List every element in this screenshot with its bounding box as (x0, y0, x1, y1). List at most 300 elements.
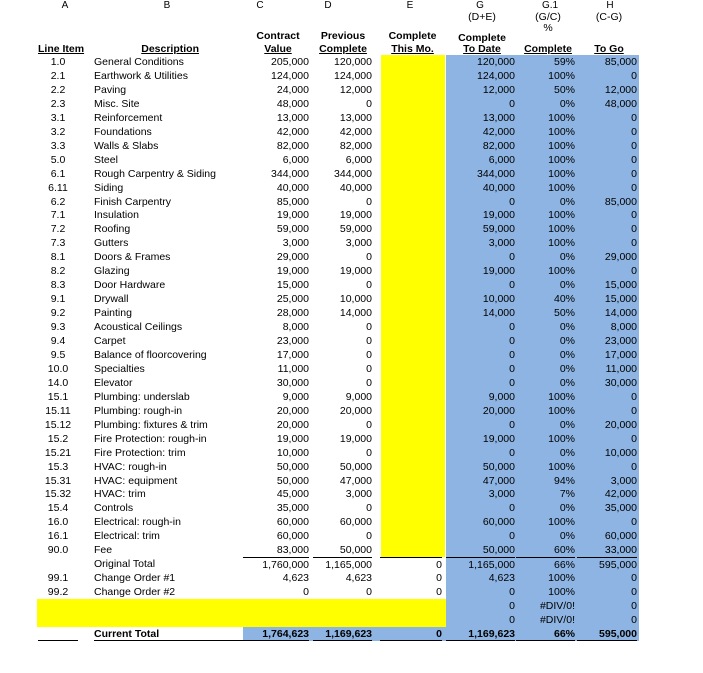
cell-desc[interactable]: HVAC: equipment (94, 474, 178, 487)
cell-this_mo[interactable] (380, 529, 442, 543)
cell-desc[interactable]: Balance of floorcovering (94, 348, 207, 361)
cell-previous[interactable]: 0 (366, 195, 372, 208)
cell-item[interactable]: 7.3 (50, 237, 66, 250)
cell-this_mo[interactable] (380, 208, 442, 222)
cell-to_go[interactable]: 0 (631, 167, 637, 180)
cell-to_go[interactable]: 0 (631, 404, 637, 417)
col-letter-c[interactable]: C (256, 0, 264, 11)
cell-previous[interactable]: 14,000 (339, 307, 372, 320)
cell-previous[interactable]: 19,000 (339, 265, 372, 278)
cell-previous[interactable]: 0 (366, 279, 372, 292)
cell-contract[interactable]: 0 (303, 586, 309, 599)
cell-item[interactable]: 15.12 (44, 418, 72, 431)
cell-to_go[interactable]: 48,000 (604, 97, 637, 110)
cell-pct[interactable]: 0% (559, 376, 575, 389)
col-letter-e[interactable]: E (406, 0, 414, 11)
cell-item[interactable]: 9.1 (50, 293, 66, 306)
cell-item[interactable] (38, 599, 78, 613)
cell-to_go[interactable]: 0 (631, 209, 637, 222)
cell-item[interactable]: 3.2 (50, 125, 66, 138)
cell-item[interactable]: 16.0 (47, 516, 69, 529)
cell-this_mo[interactable] (380, 320, 442, 334)
cell-this_mo[interactable] (380, 404, 442, 418)
cell-to_go[interactable]: 0 (631, 586, 637, 599)
cell-to_date[interactable]: 120,000 (477, 56, 515, 68)
cell-desc[interactable]: Change Order #2 (94, 586, 176, 599)
cell-this_mo[interactable] (380, 222, 442, 236)
cell-to_date[interactable]: 0 (509, 418, 515, 431)
cell-pct[interactable]: 50% (553, 83, 575, 96)
cell-pct[interactable]: 0% (559, 279, 575, 292)
cell-this_mo[interactable] (380, 460, 442, 474)
cell-contract[interactable]: 1,764,623 (243, 627, 309, 641)
cell-desc[interactable]: Elevator (94, 376, 133, 389)
cell-previous[interactable]: 0 (366, 418, 372, 431)
cell-to_go[interactable]: 0 (631, 390, 637, 403)
cell-this_mo[interactable] (380, 181, 442, 195)
cell-to_date[interactable]: 0 (509, 376, 515, 389)
cell-this_mo[interactable] (380, 236, 442, 250)
cell-desc[interactable]: Steel (94, 153, 118, 166)
cell-pct[interactable]: 100% (548, 111, 575, 124)
cell-contract[interactable]: 20,000 (276, 404, 309, 417)
cell-pct[interactable]: 100% (548, 139, 575, 152)
cell-to_date[interactable]: 20,000 (482, 404, 515, 417)
cell-to_go[interactable]: 33,000 (604, 544, 637, 557)
cell-to_go[interactable]: 0 (631, 265, 637, 278)
cell-previous[interactable]: 47,000 (339, 474, 372, 487)
cell-pct[interactable]: 0% (559, 335, 575, 347)
cell-previous[interactable]: 0 (366, 335, 372, 347)
cell-pct[interactable]: 40% (553, 293, 575, 306)
cell-this_mo[interactable]: 0 (380, 627, 442, 641)
cell-item[interactable]: 7.1 (50, 209, 66, 222)
cell-to_go[interactable]: 8,000 (610, 321, 637, 334)
cell-to_go[interactable]: 0 (631, 432, 637, 445)
cell-this_mo[interactable] (380, 334, 442, 348)
cell-pct[interactable]: 100% (548, 181, 575, 194)
cell-previous[interactable]: 0 (366, 376, 372, 389)
cell-to_go[interactable]: 10,000 (604, 446, 637, 459)
cell-this_mo[interactable] (380, 69, 442, 83)
cell-this_mo[interactable] (380, 543, 442, 557)
cell-item[interactable]: 15.2 (47, 432, 69, 445)
cell-desc[interactable]: Drywall (94, 293, 129, 306)
cell-contract[interactable]: 19,000 (276, 265, 309, 278)
cell-desc[interactable]: Misc. Site (94, 97, 140, 110)
cell-this_mo[interactable] (380, 97, 442, 111)
cell-previous[interactable]: 3,000 (345, 237, 372, 250)
cell-item[interactable]: 1.0 (50, 56, 66, 68)
cell-to_date[interactable]: 344,000 (477, 167, 515, 180)
cell-to_date[interactable]: 50,000 (482, 544, 515, 557)
cell-item[interactable]: 15.11 (45, 404, 71, 417)
cell-previous[interactable]: 120,000 (334, 56, 372, 68)
col-letter-g1[interactable]: G.1 (541, 0, 559, 11)
cell-to_go[interactable]: 60,000 (604, 530, 637, 543)
cell-contract[interactable]: 11,000 (277, 362, 309, 375)
cell-pct[interactable]: 100% (548, 460, 575, 473)
cell-desc[interactable]: Door Hardware (94, 279, 166, 292)
cell-to_date[interactable]: 0 (509, 279, 515, 292)
cell-pct[interactable]: 0% (559, 195, 575, 208)
cell-to_date[interactable]: 19,000 (482, 265, 515, 278)
cell-pct[interactable]: 50% (553, 307, 575, 320)
cell-item[interactable]: 2.2 (50, 83, 66, 96)
col-letter-d[interactable]: D (324, 0, 332, 11)
cell-this_mo[interactable] (380, 125, 442, 139)
cell-desc[interactable]: Reinforcement (94, 111, 163, 124)
cell-contract[interactable]: 83,000 (276, 544, 309, 557)
cell-pct[interactable]: 0% (559, 348, 575, 361)
cell-this_mo[interactable] (380, 613, 442, 627)
cell-this_mo[interactable] (380, 195, 442, 209)
cell-contract[interactable]: 35,000 (276, 502, 309, 515)
cell-to_date[interactable]: 12,000 (482, 83, 515, 96)
cell-previous[interactable]: 42,000 (339, 125, 372, 138)
cell-to_date[interactable]: 3,000 (488, 488, 515, 501)
cell-item[interactable]: 15.4 (47, 502, 69, 515)
cell-this_mo[interactable] (380, 83, 442, 97)
cell-item[interactable] (38, 557, 78, 571)
cell-to_date[interactable]: 0 (509, 614, 515, 626)
col-letter-h[interactable]: H (606, 0, 614, 11)
cell-desc[interactable]: Gutters (94, 237, 129, 250)
cell-this_mo[interactable] (380, 167, 442, 181)
cell-this_mo[interactable] (380, 362, 442, 376)
cell-contract[interactable]: 60,000 (276, 530, 309, 543)
cell-previous[interactable]: 50,000 (339, 460, 372, 473)
cell-desc[interactable]: Insulation (94, 209, 139, 222)
cell-to_go[interactable]: 35,000 (604, 502, 637, 515)
cell-pct[interactable]: 100% (548, 223, 575, 236)
cell-to_date[interactable]: 50,000 (482, 460, 515, 473)
cell-to_go[interactable]: 23,000 (604, 335, 637, 347)
cell-to_date[interactable]: 42,000 (482, 125, 515, 138)
cell-this_mo[interactable] (380, 348, 442, 362)
cell-to_go[interactable]: 85,000 (604, 195, 637, 208)
cell-desc[interactable]: HVAC: rough-in (94, 460, 167, 473)
cell-pct[interactable]: 100% (548, 69, 575, 82)
cell-this_mo[interactable] (380, 446, 442, 460)
cell-to_go[interactable]: 595,000 (577, 557, 637, 571)
cell-previous[interactable]: 19,000 (339, 432, 372, 445)
cell-desc[interactable]: Fire Protection: trim (94, 446, 186, 459)
cell-desc[interactable]: Specialties (94, 362, 145, 375)
cell-desc[interactable]: Painting (94, 307, 132, 320)
cell-item[interactable]: 99.2 (47, 586, 69, 599)
cell-previous[interactable]: 13,000 (339, 111, 372, 124)
cell-to_date[interactable]: 0 (509, 195, 515, 208)
cell-desc[interactable] (94, 599, 244, 613)
cell-pct[interactable]: 100% (548, 153, 575, 166)
cell-desc[interactable]: Electrical: trim (94, 530, 160, 543)
cell-previous[interactable]: 0 (366, 321, 372, 334)
cell-desc[interactable]: Fire Protection: rough-in (94, 432, 207, 445)
cell-previous[interactable]: 344,000 (334, 167, 372, 180)
cell-desc[interactable]: Electrical: rough-in (94, 516, 181, 529)
cell-contract[interactable]: 42,000 (276, 125, 309, 138)
cell-this_mo[interactable] (380, 515, 442, 529)
cell-previous[interactable]: 0 (366, 530, 372, 543)
cell-item[interactable]: 15.21 (44, 446, 72, 459)
cell-item[interactable]: 6.1 (50, 167, 66, 180)
cell-this_mo[interactable]: 0 (436, 572, 442, 585)
cell-pct[interactable]: 94% (553, 474, 575, 487)
cell-item[interactable]: 9.4 (50, 335, 66, 347)
cell-previous[interactable]: 3,000 (345, 488, 372, 501)
cell-contract[interactable]: 45,000 (276, 488, 309, 501)
cell-pct[interactable]: 100% (548, 209, 575, 222)
cell-to_go[interactable]: 0 (631, 600, 637, 613)
cell-this_mo[interactable] (380, 432, 442, 446)
cell-desc[interactable]: Earthwork & Utilities (94, 69, 188, 82)
cell-contract[interactable]: 50,000 (276, 460, 309, 473)
cell-desc[interactable]: Rough Carpentry & Siding (94, 167, 216, 180)
cell-desc[interactable] (94, 613, 244, 627)
cell-desc[interactable]: Doors & Frames (94, 251, 171, 264)
cell-to_date[interactable]: 124,000 (477, 69, 515, 82)
cell-to_date[interactable]: 60,000 (482, 516, 515, 529)
cell-contract[interactable]: 40,000 (276, 181, 309, 194)
cell-to_go[interactable]: 0 (631, 153, 637, 166)
cell-this_mo[interactable]: 0 (436, 586, 442, 599)
cell-to_date[interactable]: 1,165,000 (446, 557, 515, 571)
cell-desc[interactable]: Original Total (94, 558, 156, 571)
cell-to_go[interactable]: 0 (631, 111, 637, 124)
cell-this_mo[interactable] (380, 278, 442, 292)
cell-item[interactable]: 5.0 (50, 153, 66, 166)
cell-pct[interactable]: 0% (559, 446, 575, 459)
cell-previous[interactable]: 12,000 (339, 83, 372, 96)
cell-item[interactable]: 6.2 (50, 195, 66, 208)
cell-contract[interactable]: 30,000 (276, 376, 309, 389)
cell-desc[interactable]: Change Order #1 (94, 572, 176, 585)
cell-this_mo[interactable] (380, 599, 442, 613)
cell-to_go[interactable]: 0 (631, 460, 637, 473)
cell-previous[interactable]: 60,000 (339, 516, 372, 529)
cell-to_go[interactable]: 15,000 (604, 293, 637, 306)
cell-pct[interactable]: 100% (548, 167, 575, 180)
cell-desc[interactable]: Carpet (94, 335, 126, 347)
cell-pct[interactable]: 59% (553, 56, 575, 68)
cell-pct[interactable]: 0% (559, 362, 575, 375)
cell-pct[interactable]: #DIV/0! (539, 614, 575, 626)
cell-desc[interactable]: Fee (94, 544, 113, 557)
cell-to_go[interactable]: 12,000 (604, 83, 637, 96)
cell-pct[interactable]: 100% (548, 237, 575, 250)
cell-item[interactable]: 15.32 (44, 488, 72, 501)
cell-contract[interactable]: 9,000 (282, 390, 309, 403)
cell-contract[interactable]: 15,000 (276, 279, 309, 292)
cell-item[interactable]: 3.1 (50, 111, 66, 124)
cell-to_go[interactable]: 30,000 (604, 376, 637, 389)
cell-item[interactable]: 15.1 (47, 390, 69, 403)
cell-contract[interactable]: 344,000 (271, 167, 309, 180)
cell-item[interactable]: 15.31 (44, 474, 72, 487)
col-letter-b[interactable]: B (163, 0, 171, 11)
cell-to_go[interactable]: 20,000 (604, 418, 637, 431)
cell-item[interactable]: 8.2 (50, 265, 66, 278)
cell-contract[interactable] (243, 613, 309, 627)
cell-desc[interactable]: Finish Carpentry (94, 195, 172, 208)
cell-to_date[interactable]: 0 (509, 321, 515, 334)
cell-to_date[interactable]: 19,000 (482, 209, 515, 222)
cell-contract[interactable]: 17,000 (276, 348, 309, 361)
cell-this_mo[interactable] (380, 418, 442, 432)
cell-desc[interactable]: Paving (94, 83, 127, 96)
cell-desc[interactable]: Plumbing: fixtures & trim (94, 418, 208, 431)
cell-previous[interactable]: 59,000 (339, 223, 372, 236)
cell-previous[interactable]: 1,165,000 (313, 557, 372, 571)
cell-desc[interactable]: Plumbing: underslab (94, 390, 190, 403)
cell-contract[interactable]: 19,000 (276, 209, 309, 222)
cell-pct[interactable]: 100% (548, 586, 575, 599)
cell-desc[interactable]: Current Total (94, 627, 244, 641)
cell-contract[interactable]: 3,000 (282, 237, 309, 250)
cell-previous[interactable]: 20,000 (339, 404, 372, 417)
cell-previous[interactable]: 0 (366, 97, 372, 110)
cell-item[interactable]: 6.11 (48, 181, 68, 194)
cell-desc[interactable]: HVAC: trim (94, 488, 146, 501)
cell-desc[interactable]: Glazing (94, 265, 130, 278)
cell-to_date[interactable]: 40,000 (482, 181, 515, 194)
cell-to_date[interactable]: 13,000 (482, 111, 515, 124)
cell-to_date[interactable]: 59,000 (482, 223, 515, 236)
cell-item[interactable]: 15.3 (47, 460, 69, 473)
cell-contract[interactable]: 205,000 (271, 56, 309, 68)
cell-previous[interactable] (313, 599, 372, 613)
cell-desc[interactable]: Siding (94, 181, 124, 194)
col-letter-g[interactable]: G (476, 0, 484, 11)
cell-pct[interactable]: 100% (548, 390, 575, 403)
cell-pct[interactable]: 0% (559, 251, 575, 264)
cell-item[interactable]: 7.2 (50, 223, 66, 236)
cell-to_go[interactable]: 17,000 (604, 348, 637, 361)
cell-previous[interactable]: 0 (366, 251, 372, 264)
cell-to_date[interactable]: 9,000 (488, 390, 515, 403)
cell-contract[interactable]: 20,000 (276, 418, 309, 431)
cell-to_date[interactable]: 3,000 (488, 237, 515, 250)
cell-previous[interactable]: 0 (366, 348, 372, 361)
cell-this_mo[interactable] (380, 487, 442, 501)
cell-pct[interactable]: 7% (559, 488, 575, 501)
cell-previous[interactable]: 40,000 (339, 181, 372, 194)
cell-contract[interactable]: 50,000 (276, 474, 309, 487)
cell-contract[interactable]: 8,000 (282, 321, 309, 334)
cell-pct[interactable]: 66% (516, 627, 575, 641)
cell-to_date[interactable]: 0 (509, 502, 515, 515)
cell-previous[interactable]: 4,623 (345, 572, 372, 585)
cell-pct[interactable]: 0% (559, 321, 575, 334)
cell-previous[interactable]: 10,000 (339, 293, 372, 306)
cell-to_go[interactable]: 0 (631, 69, 637, 82)
cell-previous[interactable]: 82,000 (339, 139, 372, 152)
cell-desc[interactable]: Roofing (94, 223, 131, 236)
cell-this_mo[interactable] (380, 55, 442, 69)
cell-pct[interactable]: 100% (548, 404, 575, 417)
cell-previous[interactable]: 0 (366, 502, 372, 515)
cell-previous[interactable]: 50,000 (339, 544, 372, 557)
cell-this_mo[interactable] (380, 501, 442, 515)
cell-desc[interactable]: Controls (94, 502, 134, 515)
cell-to_date[interactable]: 4,623 (488, 572, 515, 585)
cell-pct[interactable]: 100% (548, 265, 575, 278)
cell-pct[interactable]: 100% (548, 516, 575, 529)
cell-item[interactable]: 9.2 (50, 307, 66, 320)
cell-this_mo[interactable] (380, 390, 442, 404)
cell-to_date[interactable]: 82,000 (482, 139, 515, 152)
cell-to_date[interactable]: 0 (509, 530, 515, 543)
cell-contract[interactable]: 6,000 (282, 153, 309, 166)
cell-to_date[interactable]: 0 (509, 335, 515, 347)
cell-item[interactable]: 2.1 (50, 69, 66, 82)
cell-item[interactable]: 16.1 (47, 530, 69, 543)
cell-to_date[interactable]: 0 (509, 251, 515, 264)
cell-to_go[interactable]: 3,000 (610, 474, 637, 487)
cell-to_go[interactable]: 0 (631, 237, 637, 250)
cell-previous[interactable]: 9,000 (345, 390, 372, 403)
cell-item[interactable]: 99.1 (47, 572, 69, 585)
cell-contract[interactable]: 4,623 (282, 572, 309, 585)
cell-to_go[interactable]: 0 (631, 125, 637, 138)
cell-this_mo[interactable] (380, 111, 442, 125)
cell-pct[interactable]: 0% (559, 97, 575, 110)
cell-to_date[interactable]: 0 (509, 348, 515, 361)
cell-this_mo[interactable] (380, 292, 442, 306)
cell-this_mo[interactable] (380, 474, 442, 488)
cell-to_go[interactable]: 0 (631, 181, 637, 194)
cell-desc[interactable]: General Conditions (94, 56, 184, 68)
cell-pct[interactable]: 100% (548, 125, 575, 138)
cell-desc[interactable]: Plumbing: rough-in (94, 404, 183, 417)
cell-to_go[interactable]: 0 (631, 516, 637, 529)
cell-contract[interactable]: 10,000 (276, 446, 309, 459)
cell-contract[interactable]: 19,000 (276, 432, 309, 445)
cell-pct[interactable]: #DIV/0! (539, 600, 575, 613)
cell-contract[interactable]: 48,000 (276, 97, 309, 110)
cell-to_date[interactable]: 6,000 (488, 153, 515, 166)
cell-item[interactable]: 8.3 (50, 279, 66, 292)
cell-to_go[interactable]: 0 (631, 614, 637, 626)
cell-item[interactable]: 9.5 (50, 348, 66, 361)
cell-desc[interactable]: Acoustical Ceilings (94, 321, 183, 334)
cell-item[interactable] (38, 613, 78, 627)
cell-contract[interactable]: 29,000 (276, 251, 309, 264)
cell-to_date[interactable]: 0 (509, 446, 515, 459)
cell-item[interactable]: 90.0 (47, 544, 69, 557)
cell-item[interactable]: 9.3 (50, 321, 66, 334)
cell-to_date[interactable]: 47,000 (482, 474, 515, 487)
cell-desc[interactable]: Walls & Slabs (94, 139, 159, 152)
cell-to_date[interactable]: 10,000 (482, 293, 515, 306)
cell-pct[interactable]: 66% (516, 557, 575, 571)
cell-contract[interactable]: 59,000 (276, 223, 309, 236)
cell-to_go[interactable]: 11,000 (605, 362, 637, 375)
cell-item[interactable]: 8.1 (50, 251, 66, 264)
cell-to_date[interactable]: 0 (509, 586, 515, 599)
cell-this_mo[interactable] (380, 264, 442, 278)
cell-contract[interactable]: 13,000 (276, 111, 309, 124)
cell-pct[interactable]: 60% (553, 544, 575, 557)
cell-contract[interactable]: 1,760,000 (243, 557, 309, 571)
cell-desc[interactable]: Foundations (94, 125, 152, 138)
cell-contract[interactable] (243, 599, 309, 613)
cell-pct[interactable]: 0% (559, 530, 575, 543)
cell-contract[interactable]: 85,000 (276, 195, 309, 208)
cell-this_mo[interactable] (380, 153, 442, 167)
cell-to_go[interactable]: 14,000 (604, 307, 637, 320)
